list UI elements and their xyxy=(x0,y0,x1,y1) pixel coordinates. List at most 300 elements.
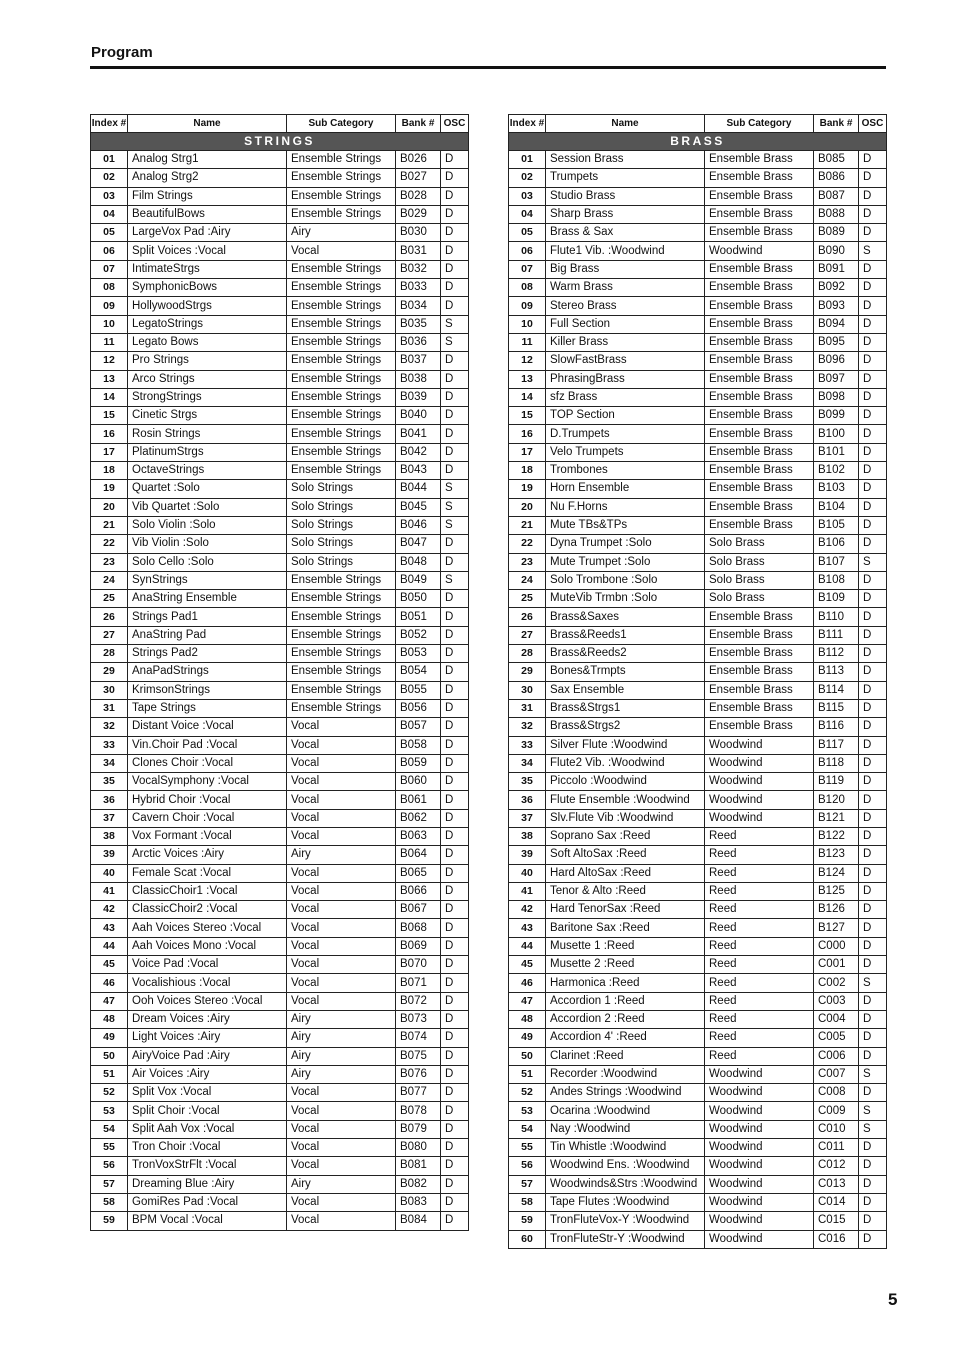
cell-index: 26 xyxy=(509,608,546,626)
cell-sub-category: Vocal xyxy=(287,791,396,809)
table-row xyxy=(91,407,469,425)
cell-osc: D xyxy=(441,864,469,882)
table-row xyxy=(509,663,887,681)
cell-bank: B126 xyxy=(814,901,859,919)
cell-sub-category: Airy xyxy=(287,1010,396,1028)
cell-sub-category: Airy xyxy=(287,1065,396,1083)
table-row xyxy=(91,260,469,278)
table-row xyxy=(91,663,469,681)
cell-osc: S xyxy=(441,333,469,351)
cell-bank: C009 xyxy=(814,1102,859,1120)
cell-sub-category: Ensemble Brass xyxy=(705,224,814,242)
cell-index: 33 xyxy=(91,736,128,754)
table-row xyxy=(509,571,887,589)
cell-osc: D xyxy=(859,1230,887,1248)
cell-sub-category: Ensemble Brass xyxy=(705,626,814,644)
cell-name: Bones&Trmpts xyxy=(546,663,705,681)
cell-bank: B030 xyxy=(396,224,441,242)
cell-sub-category: Vocal xyxy=(287,864,396,882)
cell-bank: B101 xyxy=(814,443,859,461)
cell-name: Solo Cello :Solo xyxy=(128,553,287,571)
cell-sub-category: Vocal xyxy=(287,901,396,919)
cell-bank: C007 xyxy=(814,1065,859,1083)
cell-sub-category: Ensemble Brass xyxy=(705,315,814,333)
cell-sub-category: Ensemble Strings xyxy=(287,279,396,297)
cell-index: 20 xyxy=(91,498,128,516)
cell-bank: C014 xyxy=(814,1193,859,1211)
cell-name: Brass&Reeds1 xyxy=(546,626,705,644)
cell-sub-category: Ensemble Brass xyxy=(705,352,814,370)
table-row xyxy=(91,645,469,663)
cell-osc: D xyxy=(859,846,887,864)
table-row xyxy=(91,279,469,297)
table-row xyxy=(509,1212,887,1230)
cell-bank: B087 xyxy=(814,187,859,205)
table-row xyxy=(509,992,887,1010)
cell-name: Slv.Flute Vib :Woodwind xyxy=(546,809,705,827)
cell-name: Tin Whistle :Woodwind xyxy=(546,1139,705,1157)
cell-sub-category: Solo Strings xyxy=(287,498,396,516)
table-row xyxy=(91,480,469,498)
cell-sub-category: Ensemble Strings xyxy=(287,645,396,663)
table-row xyxy=(509,901,887,919)
cell-sub-category: Reed xyxy=(705,1047,814,1065)
cell-sub-category: Vocal xyxy=(287,718,396,736)
cell-index: 22 xyxy=(509,535,546,553)
table-row xyxy=(509,1230,887,1248)
cell-osc: D xyxy=(859,535,887,553)
table-row xyxy=(91,590,469,608)
cell-sub-category: Vocal xyxy=(287,809,396,827)
cell-sub-category: Woodwind xyxy=(705,1102,814,1120)
cell-index: 47 xyxy=(91,992,128,1010)
table-row xyxy=(91,443,469,461)
cell-sub-category: Ensemble Strings xyxy=(287,370,396,388)
cell-name: Solo Violin :Solo xyxy=(128,516,287,534)
cell-index: 13 xyxy=(509,370,546,388)
cell-name: IntimateStrgs xyxy=(128,260,287,278)
cell-sub-category: Ensemble Brass xyxy=(705,333,814,351)
cell-bank: B073 xyxy=(396,1010,441,1028)
cell-osc: D xyxy=(859,937,887,955)
cell-index: 48 xyxy=(509,1010,546,1028)
cell-bank: B059 xyxy=(396,754,441,772)
cell-bank: B102 xyxy=(814,462,859,480)
cell-name: AnaPadStrings xyxy=(128,663,287,681)
cell-name: Brass&Reeds2 xyxy=(546,645,705,663)
cell-osc: D xyxy=(859,663,887,681)
table-row xyxy=(509,443,887,461)
cell-bank: B104 xyxy=(814,498,859,516)
cell-osc: D xyxy=(441,260,469,278)
cell-osc: D xyxy=(441,1157,469,1175)
cell-name: BPM Vocal :Vocal xyxy=(128,1212,287,1230)
cell-name: Accordion 1 :Reed xyxy=(546,992,705,1010)
cell-osc: D xyxy=(441,645,469,663)
cell-bank: B107 xyxy=(814,553,859,571)
cell-name: Cinetic Strgs xyxy=(128,407,287,425)
table-row xyxy=(509,1102,887,1120)
table-row xyxy=(91,699,469,717)
cell-osc: D xyxy=(441,297,469,315)
cell-sub-category: Ensemble Brass xyxy=(705,443,814,461)
cell-osc: D xyxy=(441,901,469,919)
cell-bank: C012 xyxy=(814,1157,859,1175)
cell-bank: C008 xyxy=(814,1084,859,1102)
cell-sub-category: Ensemble Strings xyxy=(287,608,396,626)
cell-index: 32 xyxy=(91,718,128,736)
table-row xyxy=(509,846,887,864)
cell-sub-category: Vocal xyxy=(287,736,396,754)
cell-name: ClassicChoir2 :Vocal xyxy=(128,901,287,919)
page-header-title: Program xyxy=(91,44,153,61)
table-row xyxy=(91,992,469,1010)
cell-name: Hybrid Choir :Vocal xyxy=(128,791,287,809)
cell-osc: D xyxy=(859,645,887,663)
table-row xyxy=(91,864,469,882)
cell-index: 09 xyxy=(91,297,128,315)
cell-sub-category: Vocal xyxy=(287,919,396,937)
cell-bank: B036 xyxy=(396,333,441,351)
col-header-bank: Bank # xyxy=(396,115,441,133)
cell-osc: D xyxy=(859,1175,887,1193)
cell-bank: B063 xyxy=(396,827,441,845)
table-row xyxy=(509,498,887,516)
cell-bank: B037 xyxy=(396,352,441,370)
cell-sub-category: Vocal xyxy=(287,937,396,955)
cell-bank: B124 xyxy=(814,864,859,882)
cell-bank: B047 xyxy=(396,535,441,553)
table-row xyxy=(91,1193,469,1211)
table-row xyxy=(509,1175,887,1193)
cell-name: Dyna Trumpet :Solo xyxy=(546,535,705,553)
cell-sub-category: Vocal xyxy=(287,1212,396,1230)
cell-name: Studio Brass xyxy=(546,187,705,205)
cell-name: AnaString Ensemble xyxy=(128,590,287,608)
cell-osc: D xyxy=(859,754,887,772)
cell-index: 10 xyxy=(509,315,546,333)
table-row xyxy=(509,882,887,900)
cell-osc: D xyxy=(859,462,887,480)
cell-name: Aah Voices Mono :Vocal xyxy=(128,937,287,955)
cell-bank: B027 xyxy=(396,169,441,187)
cell-sub-category: Vocal xyxy=(287,882,396,900)
cell-index: 45 xyxy=(509,956,546,974)
cell-sub-category: Ensemble Brass xyxy=(705,480,814,498)
cell-name: BeautifulBows xyxy=(128,205,287,223)
cell-name: Tape Flutes :Woodwind xyxy=(546,1193,705,1211)
col-header-index: Index # xyxy=(509,115,546,133)
cell-osc: D xyxy=(859,901,887,919)
table-row xyxy=(509,352,887,370)
cell-sub-category: Ensemble Brass xyxy=(705,718,814,736)
cell-bank: B042 xyxy=(396,443,441,461)
cell-sub-category: Woodwind xyxy=(705,1065,814,1083)
cell-osc: S xyxy=(859,974,887,992)
cell-sub-category: Ensemble Strings xyxy=(287,462,396,480)
cell-osc: D xyxy=(859,608,887,626)
cell-bank: B057 xyxy=(396,718,441,736)
cell-sub-category: Reed xyxy=(705,846,814,864)
cell-index: 30 xyxy=(91,681,128,699)
table-row xyxy=(91,901,469,919)
table-row xyxy=(91,498,469,516)
cell-bank: B046 xyxy=(396,516,441,534)
cell-name: MuteVib Trmbn :Solo xyxy=(546,590,705,608)
cell-osc: S xyxy=(859,1065,887,1083)
cell-sub-category: Ensemble Strings xyxy=(287,443,396,461)
cell-osc: D xyxy=(441,956,469,974)
cell-sub-category: Ensemble Brass xyxy=(705,297,814,315)
cell-index: 29 xyxy=(91,663,128,681)
table-row xyxy=(91,297,469,315)
cell-bank: B061 xyxy=(396,791,441,809)
cell-bank: B103 xyxy=(814,480,859,498)
cell-name: Female Scat :Vocal xyxy=(128,864,287,882)
cell-index: 53 xyxy=(91,1102,128,1120)
table-row xyxy=(91,846,469,864)
table-row xyxy=(509,645,887,663)
cell-index: 36 xyxy=(509,791,546,809)
cell-bank: B121 xyxy=(814,809,859,827)
cell-sub-category: Vocal xyxy=(287,754,396,772)
cell-index: 13 xyxy=(91,370,128,388)
cell-osc: D xyxy=(859,590,887,608)
table-row xyxy=(509,1139,887,1157)
cell-name: TronVoxStrFlt :Vocal xyxy=(128,1157,287,1175)
cell-sub-category: Ensemble Brass xyxy=(705,187,814,205)
table-row xyxy=(509,956,887,974)
table-row xyxy=(509,1193,887,1211)
cell-name: PhrasingBrass xyxy=(546,370,705,388)
cell-osc: D xyxy=(441,1193,469,1211)
table-row xyxy=(91,809,469,827)
cell-bank: B055 xyxy=(396,681,441,699)
cell-name: Ooh Voices Stereo :Vocal xyxy=(128,992,287,1010)
cell-osc: D xyxy=(441,699,469,717)
cell-name: Harmonica :Reed xyxy=(546,974,705,992)
cell-bank: B086 xyxy=(814,169,859,187)
cell-index: 45 xyxy=(91,956,128,974)
cell-osc: D xyxy=(441,773,469,791)
table-row xyxy=(509,608,887,626)
cell-index: 58 xyxy=(509,1193,546,1211)
cell-index: 39 xyxy=(91,846,128,864)
table-row xyxy=(91,773,469,791)
table-row xyxy=(509,864,887,882)
table-row xyxy=(91,1139,469,1157)
cell-sub-category: Reed xyxy=(705,1010,814,1028)
cell-sub-category: Ensemble Brass xyxy=(705,663,814,681)
cell-name: AiryVoice Pad :Airy xyxy=(128,1047,287,1065)
cell-name: Strings Pad1 xyxy=(128,608,287,626)
table-row xyxy=(91,425,469,443)
table-row xyxy=(91,535,469,553)
cell-name: PlatinumStrgs xyxy=(128,443,287,461)
cell-index: 37 xyxy=(91,809,128,827)
cell-index: 11 xyxy=(509,333,546,351)
cell-osc: D xyxy=(859,425,887,443)
cell-sub-category: Ensemble Brass xyxy=(705,681,814,699)
cell-index: 40 xyxy=(509,864,546,882)
table-row xyxy=(509,260,887,278)
cell-osc: D xyxy=(859,151,887,169)
cell-bank: B066 xyxy=(396,882,441,900)
cell-osc: D xyxy=(441,754,469,772)
table-row xyxy=(91,1065,469,1083)
table-row xyxy=(509,480,887,498)
cell-index: 05 xyxy=(91,224,128,242)
cell-sub-category: Woodwind xyxy=(705,1212,814,1230)
cell-name: Nu F.Horns xyxy=(546,498,705,516)
cell-sub-category: Woodwind xyxy=(705,1193,814,1211)
category-row xyxy=(91,133,469,151)
cell-bank: B089 xyxy=(814,224,859,242)
table-row xyxy=(509,809,887,827)
cell-name: Velo Trumpets xyxy=(546,443,705,461)
cell-index: 35 xyxy=(509,773,546,791)
cell-bank: B041 xyxy=(396,425,441,443)
cell-sub-category: Vocal xyxy=(287,974,396,992)
cell-osc: D xyxy=(441,553,469,571)
cell-sub-category: Airy xyxy=(287,1047,396,1065)
cell-index: 28 xyxy=(509,645,546,663)
cell-osc: D xyxy=(441,718,469,736)
cell-name: Full Section xyxy=(546,315,705,333)
cell-sub-category: Ensemble Strings xyxy=(287,699,396,717)
cell-bank: B099 xyxy=(814,407,859,425)
table-row xyxy=(91,974,469,992)
cell-sub-category: Reed xyxy=(705,864,814,882)
cell-index: 10 xyxy=(91,315,128,333)
cell-bank: B060 xyxy=(396,773,441,791)
cell-bank: B080 xyxy=(396,1139,441,1157)
cell-sub-category: Woodwind xyxy=(705,754,814,772)
cell-bank: B105 xyxy=(814,516,859,534)
cell-sub-category: Woodwind xyxy=(705,1175,814,1193)
cell-bank: B065 xyxy=(396,864,441,882)
cell-bank: B095 xyxy=(814,333,859,351)
cell-bank: C015 xyxy=(814,1212,859,1230)
cell-index: 37 xyxy=(509,809,546,827)
cell-bank: B122 xyxy=(814,827,859,845)
cell-index: 19 xyxy=(91,480,128,498)
cell-sub-category: Woodwind xyxy=(705,1120,814,1138)
cell-name: SymphonicBows xyxy=(128,279,287,297)
cell-osc: D xyxy=(441,1139,469,1157)
cell-bank: B050 xyxy=(396,590,441,608)
cell-osc: D xyxy=(859,315,887,333)
cell-sub-category: Ensemble Brass xyxy=(705,205,814,223)
cell-bank: B052 xyxy=(396,626,441,644)
cell-index: 41 xyxy=(91,882,128,900)
cell-osc: D xyxy=(441,809,469,827)
cell-osc: D xyxy=(441,388,469,406)
cell-index: 06 xyxy=(91,242,128,260)
cell-name: SlowFastBrass xyxy=(546,352,705,370)
cell-osc: D xyxy=(441,1212,469,1230)
cell-name: OctaveStrings xyxy=(128,462,287,480)
cell-osc: S xyxy=(859,553,887,571)
cell-osc: S xyxy=(441,498,469,516)
cell-bank: C001 xyxy=(814,956,859,974)
cell-name: Stereo Brass xyxy=(546,297,705,315)
cell-sub-category: Ensemble Strings xyxy=(287,626,396,644)
cell-osc: D xyxy=(441,1120,469,1138)
brass-program-table xyxy=(508,114,887,1249)
col-header-osc: OSC xyxy=(859,115,887,133)
cell-osc: D xyxy=(859,516,887,534)
cell-name: Soprano Sax :Reed xyxy=(546,827,705,845)
cell-osc: D xyxy=(859,1010,887,1028)
cell-index: 16 xyxy=(91,425,128,443)
cell-osc: D xyxy=(441,242,469,260)
cell-name: TOP Section xyxy=(546,407,705,425)
table-row xyxy=(91,1010,469,1028)
cell-index: 42 xyxy=(91,901,128,919)
cell-osc: D xyxy=(441,407,469,425)
cell-name: Aah Voices Stereo :Vocal xyxy=(128,919,287,937)
cell-bank: B076 xyxy=(396,1065,441,1083)
table-row xyxy=(91,370,469,388)
cell-sub-category: Ensemble Strings xyxy=(287,571,396,589)
cell-bank: B077 xyxy=(396,1084,441,1102)
cell-sub-category: Ensemble Strings xyxy=(287,333,396,351)
cell-sub-category: Ensemble Strings xyxy=(287,663,396,681)
cell-name: Split Aah Vox :Vocal xyxy=(128,1120,287,1138)
table-row xyxy=(91,333,469,351)
table-row xyxy=(509,388,887,406)
cell-bank: B038 xyxy=(396,370,441,388)
cell-osc: S xyxy=(859,1102,887,1120)
cell-index: 50 xyxy=(509,1047,546,1065)
cell-bank: B112 xyxy=(814,645,859,663)
cell-name: Big Brass xyxy=(546,260,705,278)
cell-index: 55 xyxy=(91,1139,128,1157)
table-row xyxy=(509,516,887,534)
col-header-osc: OSC xyxy=(441,115,469,133)
cell-index: 06 xyxy=(509,242,546,260)
table-header-row xyxy=(509,115,887,133)
cell-bank: B096 xyxy=(814,352,859,370)
cell-index: 49 xyxy=(91,1029,128,1047)
cell-bank: B090 xyxy=(814,242,859,260)
cell-index: 09 xyxy=(509,297,546,315)
table-row xyxy=(509,242,887,260)
cell-osc: D xyxy=(859,370,887,388)
cell-osc: D xyxy=(441,1065,469,1083)
cell-index: 04 xyxy=(509,205,546,223)
cell-name: VocalSymphony :Vocal xyxy=(128,773,287,791)
cell-osc: D xyxy=(859,443,887,461)
cell-name: Accordion 4' :Reed xyxy=(546,1029,705,1047)
cell-name: Hard TenorSax :Reed xyxy=(546,901,705,919)
cell-sub-category: Ensemble Brass xyxy=(705,608,814,626)
cell-sub-category: Woodwind xyxy=(705,809,814,827)
cell-osc: D xyxy=(441,681,469,699)
cell-index: 24 xyxy=(91,571,128,589)
cell-index: 60 xyxy=(509,1230,546,1248)
category-label-strings: STRINGS xyxy=(91,133,469,151)
cell-index: 29 xyxy=(509,663,546,681)
table-row xyxy=(91,462,469,480)
cell-sub-category: Ensemble Strings xyxy=(287,425,396,443)
cell-bank: B051 xyxy=(396,608,441,626)
cell-osc: D xyxy=(859,224,887,242)
cell-name: Woodwind Ens. :Woodwind xyxy=(546,1157,705,1175)
cell-osc: D xyxy=(441,535,469,553)
cell-name: Recorder :Woodwind xyxy=(546,1065,705,1083)
